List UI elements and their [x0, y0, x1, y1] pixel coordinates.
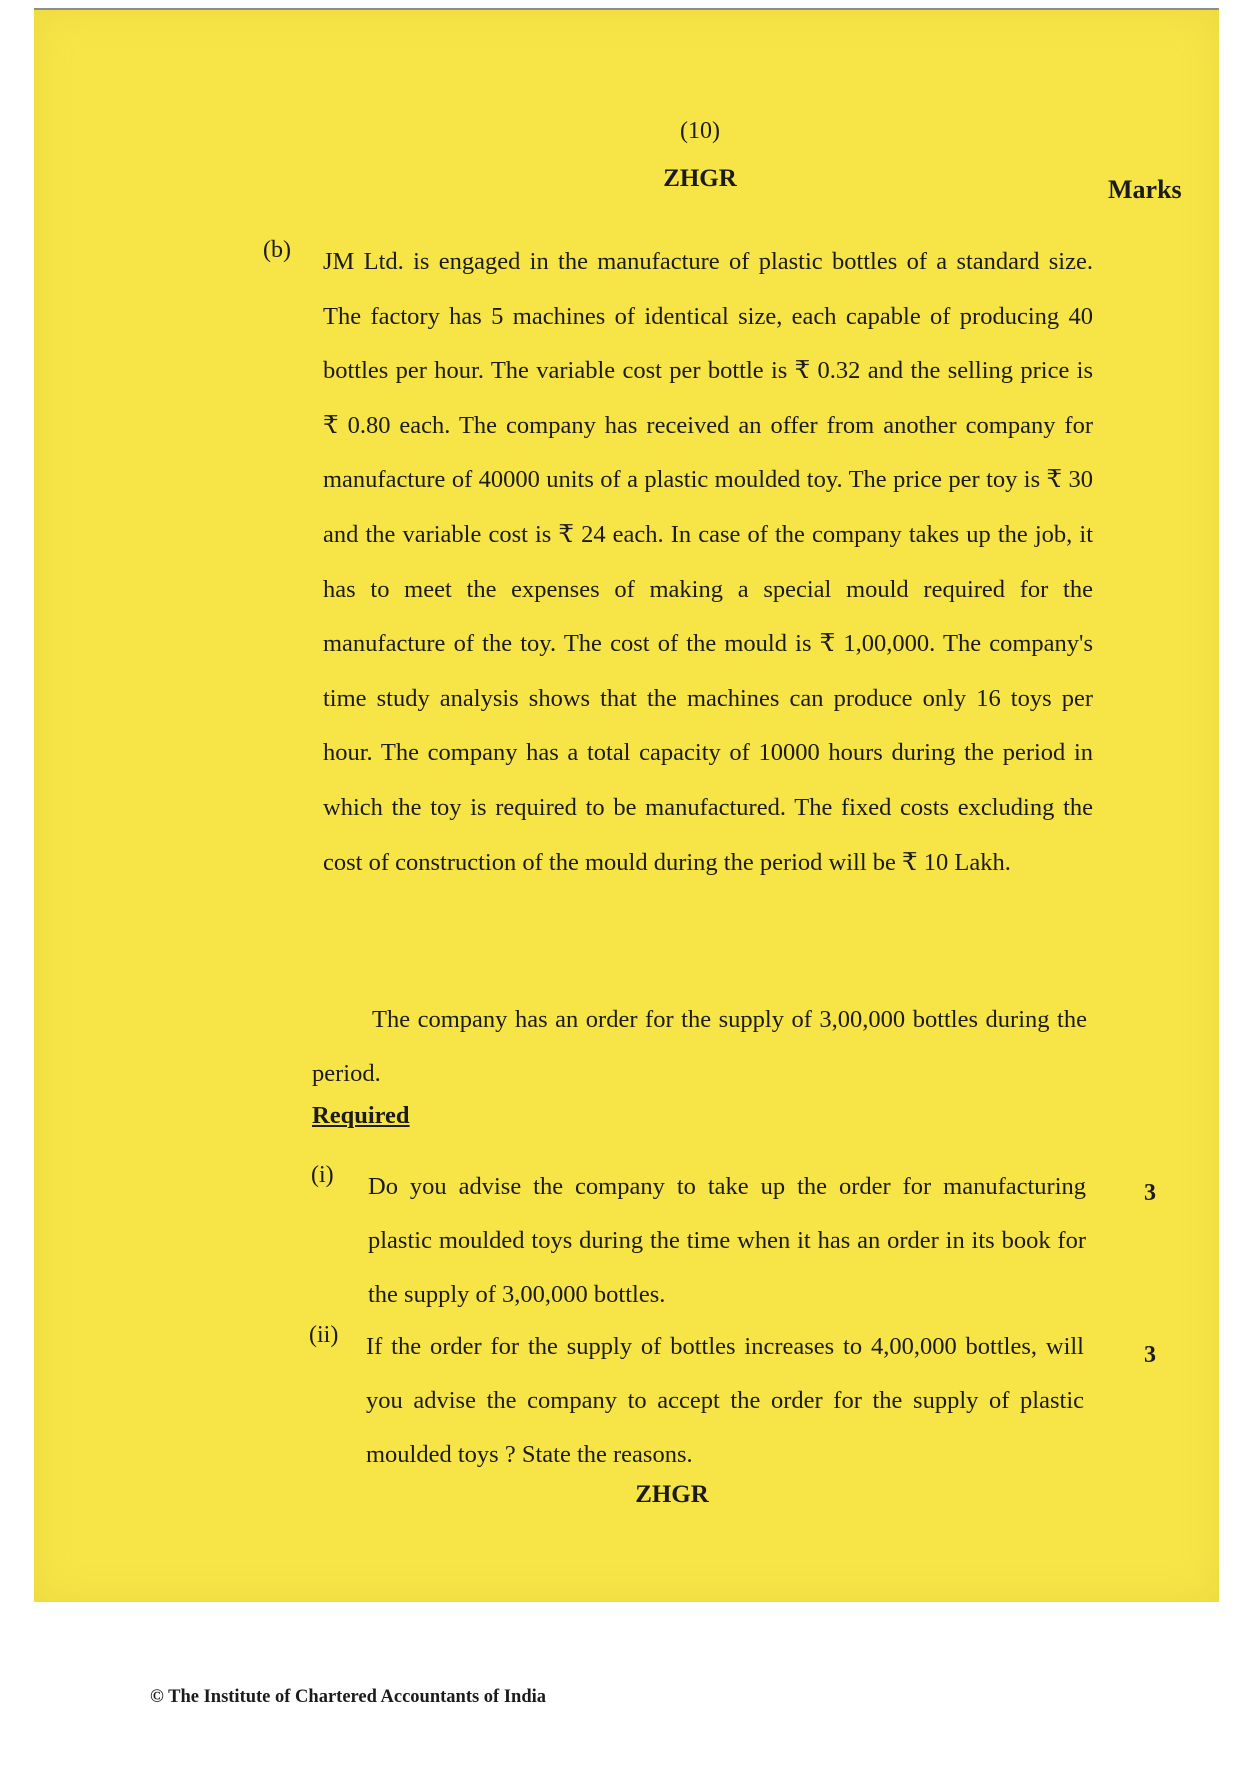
sub-question-label: (ii) [309, 1322, 339, 1348]
sub-question-label: (i) [311, 1162, 334, 1188]
copyright-footer: © The Institute of Chartered Accountants of India [150, 1687, 547, 1707]
paper-code-footer: ZHGR [635, 1481, 709, 1508]
sub-question-text: Do you advise the company to take up the order for manufacturing plastic moulded toys during the time when it has an order in its book for the supply of 3,00,000 bottles. [368, 1173, 1086, 1308]
question-paragraph-2: The company has an order for the supply of 3,00,000 bottles during the period. [312, 1006, 1087, 1087]
marks-heading: Marks [1108, 175, 1182, 204]
question-paragraph-1: JM Ltd. is engaged in the manufacture of plastic bottles of a standard size. The factory has 5 machines of identical size, each capable of producing 40 bottles per hour. The variable cost per bottle is ₹ 0.32 and the selling price is ₹ 0.80 each. The company has received an offer from another company for manufacture of 40000 units of a plastic moulded toy. The price per toy is ₹ 30 and the variable cost is ₹ 24 each. In case of the company takes up the job, it has to meet the expenses of making a special mould required for the manufacture of the toy. The cost of the mould is ₹ 1,00,000. The company's time study analysis shows that the machines can produce only 16 toys per hour. The company has a total capacity of 10000 hours during the period in which the toy is required to be manufactured. The fixed costs excluding the cost of construction of the mould during the period will be ₹ 10 Lakh. [323, 248, 1093, 876]
sub-question-marks: 3 [1144, 1180, 1156, 1206]
page-number: (10) [680, 118, 720, 144]
sub-question-text: If the order for the supply of bottles increases to 4,00,000 bottles, will you advise the company to accept the order for the supply of plastic moulded toys ? State the reasons. [366, 1333, 1084, 1468]
paper-code-header: ZHGR [663, 165, 737, 192]
sub-question-marks: 3 [1144, 1342, 1156, 1368]
question-label: (b) [263, 237, 291, 263]
required-heading: Required [312, 1102, 410, 1129]
